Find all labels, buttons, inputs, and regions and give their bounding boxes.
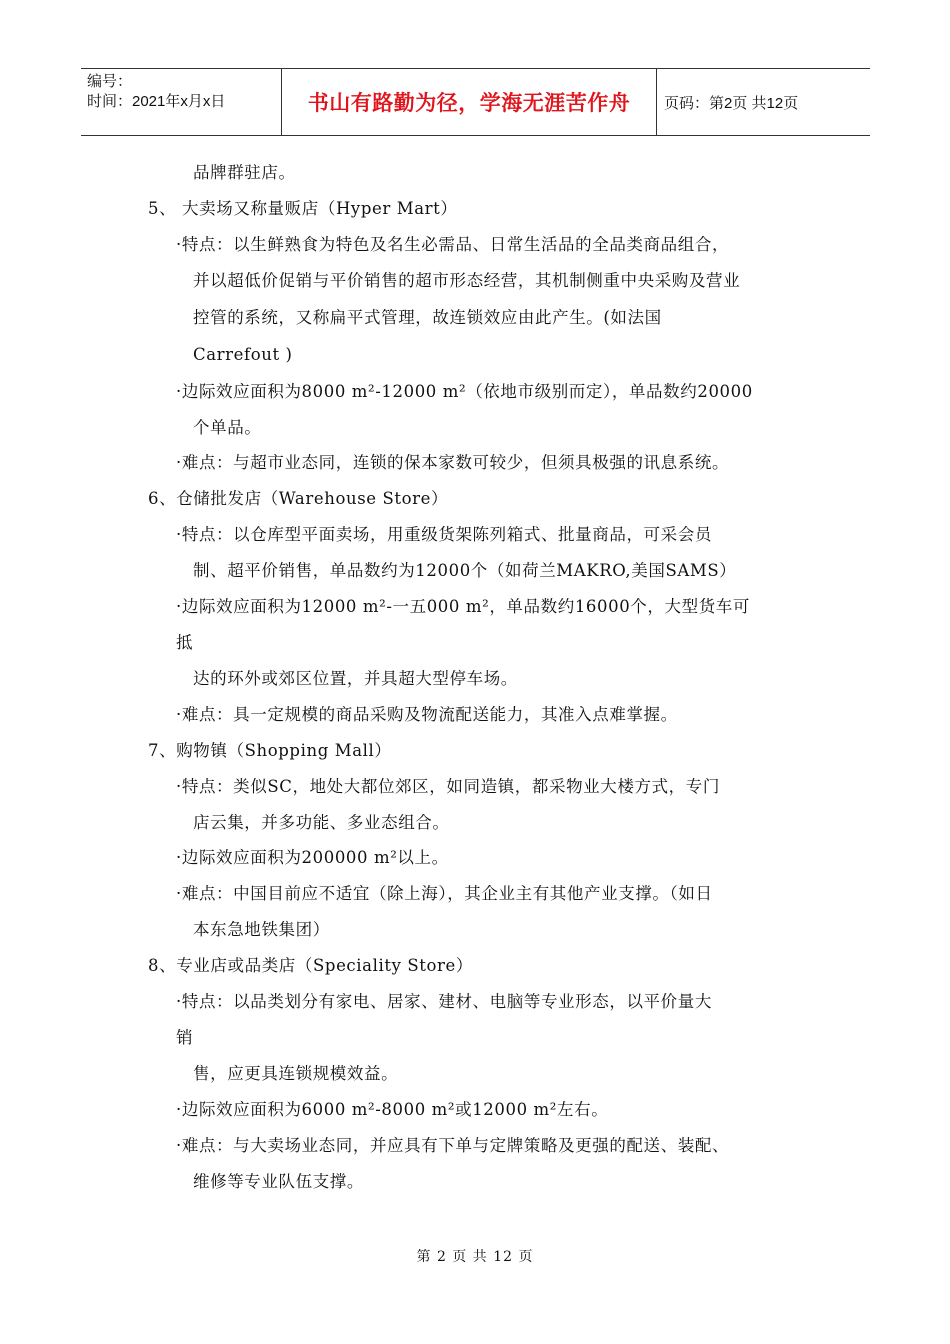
body-line: 品牌群驻店。 bbox=[193, 163, 296, 182]
body-line: 制、超平价销售，单品数约为12000个（如荷兰MAKRO,美国SAMS） bbox=[193, 561, 737, 580]
document-date: 时间：2021年x月x日 bbox=[87, 93, 226, 110]
body-line: 达的环外或郊区位置，并具超大型停车场。 bbox=[193, 669, 518, 688]
body-line: ·特点：以生鲜熟食为特色及名生必需品、日常生活品的全品类商品组合， bbox=[176, 235, 730, 254]
body-line: 并以超低价促销与平价销售的超市形态经营，其机制侧重中央采购及营业 bbox=[193, 271, 741, 290]
body-line: ·特点：类似SC，地处大都位郊区，如同造镇，都采物业大楼方式，专门 bbox=[176, 777, 720, 796]
body-line: ·边际效应面积为200000 m²以上。 bbox=[176, 848, 449, 867]
body-line: Carrefout ) bbox=[193, 345, 293, 364]
document-number-label: 编号： bbox=[87, 73, 133, 90]
body-line: ·边际效应面积为8000 m²-12000 m²（依地市级别而定），单品数约20000 bbox=[176, 382, 753, 401]
header-page-cell bbox=[657, 69, 870, 135]
body-line: ·特点：以仓库型平面卖场，用重级货架陈列箱式、批量商品，可采会员 bbox=[176, 525, 712, 544]
header-meta-cell bbox=[81, 69, 282, 135]
body-line: ·特点：以品类划分有家电、居家、建材、电脑等专业形态，以平价量大 bbox=[176, 992, 712, 1011]
body-line: 销 bbox=[176, 1028, 194, 1047]
body-line: ·难点：中国目前应不适宜（除上海），其企业主有其他产业支撑。（如日 bbox=[176, 884, 713, 903]
body-line: ·难点：具一定规模的商品采购及物流配送能力，其准入点难掌握。 bbox=[176, 705, 678, 724]
body-line: 本东急地铁集团） bbox=[193, 920, 330, 939]
section-heading-5: 5、 大卖场又称量贩店（Hyper Mart） bbox=[148, 199, 458, 218]
body-line: 抵 bbox=[176, 633, 194, 652]
document-header bbox=[81, 68, 870, 136]
body-line: 店云集，并多功能、多业态组合。 bbox=[193, 813, 450, 832]
body-line: ·边际效应面积为6000 m²-8000 m²或12000 m²左右。 bbox=[176, 1100, 609, 1119]
footer-page-number: 第 2 页 共 12 页 bbox=[416, 1249, 534, 1265]
section-heading-7: 7、购物镇（Shopping Mall） bbox=[148, 741, 392, 760]
header-page-info: 页码：第2页 共12页 bbox=[664, 94, 799, 112]
section-heading-6: 6、仓储批发店（Warehouse Store） bbox=[148, 489, 449, 508]
body-line: ·难点：与超市业态同，连锁的保本家数可较少，但须具极强的讯息系统。 bbox=[176, 453, 730, 472]
header-motto-cell bbox=[282, 69, 657, 135]
body-line: 维修等专业队伍支撑。 bbox=[193, 1172, 364, 1191]
header-motto: 书山有路勤为径，学海无涯苦作舟 bbox=[307, 91, 631, 115]
body-line: ·难点：与大卖场业态同，并应具有下单与定牌策略及更强的配送、装配、 bbox=[176, 1136, 730, 1155]
body-line: 控管的系统，又称扁平式管理，故连锁效应由此产生。(如法国 bbox=[193, 308, 662, 327]
body-line: ·边际效应面积为12000 m²-一五000 m²，单品数约16000个，大型货车可 bbox=[176, 597, 751, 616]
section-heading-8: 8、专业店或品类店（Speciality Store） bbox=[148, 956, 473, 975]
body-line: 售，应更具连锁规模效益。 bbox=[193, 1064, 399, 1083]
page-footer bbox=[0, 1246, 950, 1266]
body-line: 个单品。 bbox=[193, 418, 262, 437]
